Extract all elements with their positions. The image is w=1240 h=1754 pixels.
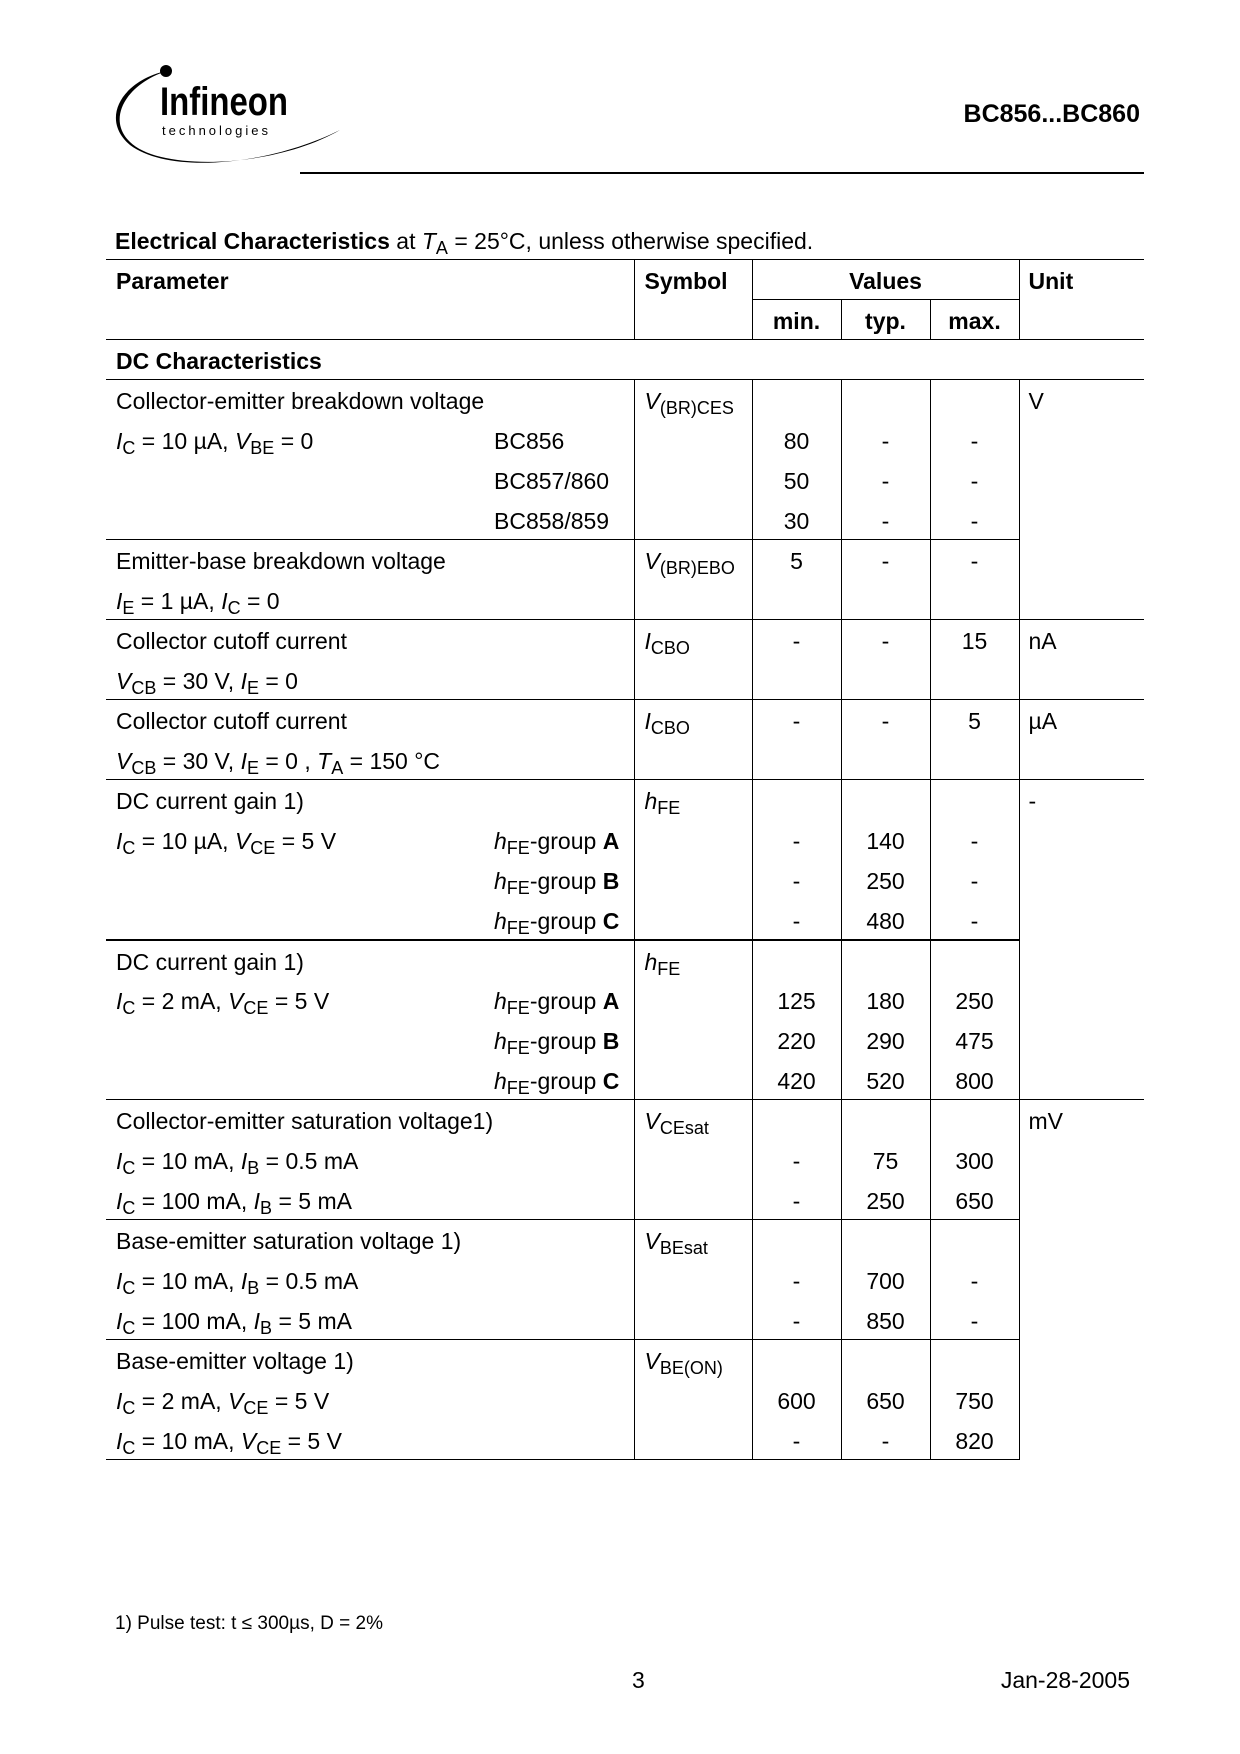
param-unit: V bbox=[1019, 380, 1144, 620]
header-parameter: Parameter bbox=[106, 260, 634, 340]
value-min: - bbox=[752, 700, 841, 740]
value-max: 475 bbox=[930, 1020, 1019, 1060]
table-row bbox=[106, 1100, 1144, 1140]
param-condition: $I_C = 2$ mA, $V_{CE} = 5$ V bbox=[116, 987, 330, 1018]
param-condition: $I_E = 1$ µA, $I_C = 0$ bbox=[116, 587, 280, 618]
value-typ: 250 bbox=[841, 860, 930, 900]
section-heading bbox=[115, 228, 814, 258]
table-row bbox=[106, 500, 1144, 540]
value-min: 420 bbox=[752, 1060, 841, 1100]
header-values: Values bbox=[752, 260, 1019, 300]
value-max: - bbox=[930, 900, 1019, 940]
table-row bbox=[106, 1260, 1144, 1300]
dc-characteristics-row bbox=[106, 340, 1144, 380]
value-typ: - bbox=[841, 620, 930, 660]
value-max: 650 bbox=[930, 1180, 1019, 1220]
param-name: Base-emitter saturation voltage 1) bbox=[106, 1220, 634, 1260]
param-symbol: $V_{(BR)EBO}$ bbox=[634, 540, 752, 580]
param-name: Collector cutoff current bbox=[106, 620, 634, 660]
table-row bbox=[106, 380, 1144, 420]
hfe-group-label: $h_{FE}$-group B bbox=[494, 867, 620, 898]
param-condition: $I_C = 100$ mA, $I_B = 5$ mA bbox=[116, 1187, 352, 1218]
document-date: Jan-28-2005 bbox=[1000, 1667, 1130, 1693]
logo-text: Infineon bbox=[160, 80, 288, 124]
value-min: 50 bbox=[752, 460, 841, 500]
table-row bbox=[106, 1340, 1144, 1380]
section-heading-rest: at $T_A = 25^\circ C$, unless otherwise specified. bbox=[396, 228, 814, 258]
param-condition: $V_{CB} = 30$ V, $I_E = 0$ bbox=[116, 667, 298, 698]
param-symbol: $V_{BEsat}$ bbox=[634, 1220, 752, 1260]
table-row bbox=[106, 1420, 1144, 1460]
param-unit: µA bbox=[1019, 700, 1144, 740]
header-typ: typ. bbox=[841, 300, 930, 340]
value-min: - bbox=[752, 620, 841, 660]
logo-subtext: technologies bbox=[162, 123, 271, 138]
table-row bbox=[106, 1060, 1144, 1100]
device-name: BC858/859 bbox=[494, 507, 610, 534]
footnote: 1) Pulse test: t ≤ 300µs, D = 2% bbox=[115, 1613, 383, 1634]
table-row bbox=[106, 860, 1144, 900]
param-condition: $V_{CB} = 30$ V, $I_E = 0$ , $T_A = 150$ °C bbox=[116, 747, 441, 778]
value-min: - bbox=[752, 1180, 841, 1220]
table-row bbox=[106, 1380, 1144, 1420]
header-unit: Unit bbox=[1019, 260, 1144, 340]
table-row bbox=[106, 1180, 1144, 1220]
param-unit: - bbox=[1019, 780, 1144, 1100]
value-min: 30 bbox=[752, 500, 841, 540]
value-typ: 180 bbox=[841, 980, 930, 1020]
dc-characteristics-heading: DC Characteristics bbox=[106, 340, 1144, 380]
param-symbol: $I_{CBO}$ bbox=[634, 700, 752, 740]
value-max: - bbox=[930, 820, 1019, 860]
param-condition: $I_C = 10$ µA, $V_{CE} = 5$ V bbox=[116, 827, 337, 858]
header-max: max. bbox=[930, 300, 1019, 340]
table-row bbox=[106, 620, 1144, 660]
value-min: - bbox=[752, 1420, 841, 1460]
table-row bbox=[106, 1140, 1144, 1180]
param-name: DC current gain 1) bbox=[106, 940, 634, 980]
value-min: - bbox=[752, 820, 841, 860]
param-condition: $I_C = 2$ mA, $V_{CE} = 5$ V bbox=[116, 1387, 330, 1418]
device-name: BC856 bbox=[494, 427, 565, 454]
document-title: BC856...BC860 bbox=[963, 100, 1140, 128]
electrical-characteristics-table bbox=[106, 259, 1144, 1460]
value-max: 250 bbox=[930, 980, 1019, 1020]
param-name: Emitter-base breakdown voltage bbox=[106, 540, 634, 580]
value-typ: 850 bbox=[841, 1300, 930, 1340]
table-row bbox=[106, 780, 1144, 820]
table-row bbox=[106, 740, 1144, 780]
param-condition: $I_C = 10$ mA, $I_B = 0.5$ mA bbox=[116, 1147, 359, 1178]
param-name: Base-emitter voltage 1) bbox=[106, 1340, 634, 1380]
header-min: min. bbox=[752, 300, 841, 340]
value-min: 80 bbox=[752, 420, 841, 460]
hfe-group-label: $h_{FE}$-group C bbox=[494, 1067, 620, 1098]
table-row bbox=[106, 1020, 1144, 1060]
value-typ: - bbox=[841, 500, 930, 540]
value-typ: 140 bbox=[841, 820, 930, 860]
value-max: 15 bbox=[930, 620, 1019, 660]
value-max: - bbox=[930, 1260, 1019, 1300]
hfe-group-label: $h_{FE}$-group A bbox=[494, 987, 620, 1018]
value-min: - bbox=[752, 1260, 841, 1300]
value-max: 300 bbox=[930, 1140, 1019, 1180]
value-min: 125 bbox=[752, 980, 841, 1020]
table-row bbox=[106, 540, 1144, 580]
header-rule bbox=[300, 172, 1144, 174]
value-max: - bbox=[930, 540, 1019, 580]
value-min: - bbox=[752, 900, 841, 940]
value-typ: 480 bbox=[841, 900, 930, 940]
value-max: - bbox=[930, 460, 1019, 500]
param-symbol: $I_{CBO}$ bbox=[634, 620, 752, 660]
value-max: 820 bbox=[930, 1420, 1019, 1460]
param-condition: $I_C = 10$ mA, $V_{CE} = 5$ V bbox=[106, 1420, 634, 1460]
table-row bbox=[106, 980, 1144, 1020]
param-name: Collector cutoff current bbox=[106, 700, 634, 740]
param-symbol: $V_{(BR)CES}$ bbox=[634, 380, 752, 420]
section-heading-bold: Electrical Characteristics bbox=[115, 228, 390, 254]
value-typ: - bbox=[841, 540, 930, 580]
value-max: - bbox=[930, 420, 1019, 460]
table-row bbox=[106, 1300, 1144, 1340]
value-min: - bbox=[752, 860, 841, 900]
value-max: 750 bbox=[930, 1380, 1019, 1420]
value-min: 600 bbox=[752, 1380, 841, 1420]
value-typ: - bbox=[841, 700, 930, 740]
value-typ: 700 bbox=[841, 1260, 930, 1300]
param-symbol: $h_{FE}$ bbox=[634, 940, 752, 980]
value-min: 220 bbox=[752, 1020, 841, 1060]
param-condition: $I_C = 10$ µA, $V_{BE} = 0$ bbox=[116, 427, 314, 458]
table-row bbox=[106, 700, 1144, 740]
infineon-logo bbox=[100, 60, 350, 180]
param-name: Collector-emitter breakdown voltage bbox=[106, 380, 634, 420]
table-row bbox=[106, 660, 1144, 700]
param-unit: nA bbox=[1019, 620, 1144, 660]
value-typ: 75 bbox=[841, 1140, 930, 1180]
param-condition: $I_C = 10$ mA, $I_B = 0.5$ mA bbox=[116, 1267, 359, 1298]
value-max: 5 bbox=[930, 700, 1019, 740]
value-typ: 250 bbox=[841, 1180, 930, 1220]
table-header-row bbox=[106, 260, 1144, 300]
table-row bbox=[106, 460, 1144, 500]
value-typ: 650 bbox=[841, 1380, 930, 1420]
value-min: - bbox=[752, 1140, 841, 1180]
value-min: - bbox=[752, 1300, 841, 1340]
hfe-group-label: $h_{FE}$-group A bbox=[494, 827, 620, 858]
hfe-group-label: $h_{FE}$-group C bbox=[494, 907, 620, 938]
table-row bbox=[106, 420, 1144, 460]
param-name: DC current gain 1) bbox=[106, 780, 634, 820]
param-name: Collector-emitter saturation voltage1) bbox=[106, 1100, 634, 1140]
value-typ: 290 bbox=[841, 1020, 930, 1060]
value-typ: 520 bbox=[841, 1060, 930, 1100]
table-row bbox=[106, 900, 1144, 940]
table-row bbox=[106, 820, 1144, 860]
value-max: - bbox=[930, 860, 1019, 900]
param-symbol: $V_{CEsat}$ bbox=[634, 1100, 752, 1140]
value-typ: - bbox=[841, 460, 930, 500]
value-max: - bbox=[930, 500, 1019, 540]
device-name: BC857/860 bbox=[494, 467, 610, 494]
value-typ: - bbox=[841, 1420, 930, 1460]
param-unit: mV bbox=[1019, 1100, 1144, 1460]
value-max: - bbox=[930, 1300, 1019, 1340]
table-row bbox=[106, 580, 1144, 620]
param-symbol: $h_{FE}$ bbox=[634, 780, 752, 820]
table-row bbox=[106, 940, 1144, 980]
table-row bbox=[106, 1220, 1144, 1260]
header-symbol: Symbol bbox=[634, 260, 752, 340]
param-condition: $I_C = 100$ mA, $I_B = 5$ mA bbox=[116, 1307, 352, 1338]
value-typ: - bbox=[841, 420, 930, 460]
value-min: 5 bbox=[752, 540, 841, 580]
page-number: 3 bbox=[632, 1667, 645, 1693]
param-symbol: $V_{BE(ON)}$ bbox=[634, 1340, 752, 1380]
value-max: 800 bbox=[930, 1060, 1019, 1100]
hfe-group-label: $h_{FE}$-group B bbox=[494, 1027, 620, 1058]
